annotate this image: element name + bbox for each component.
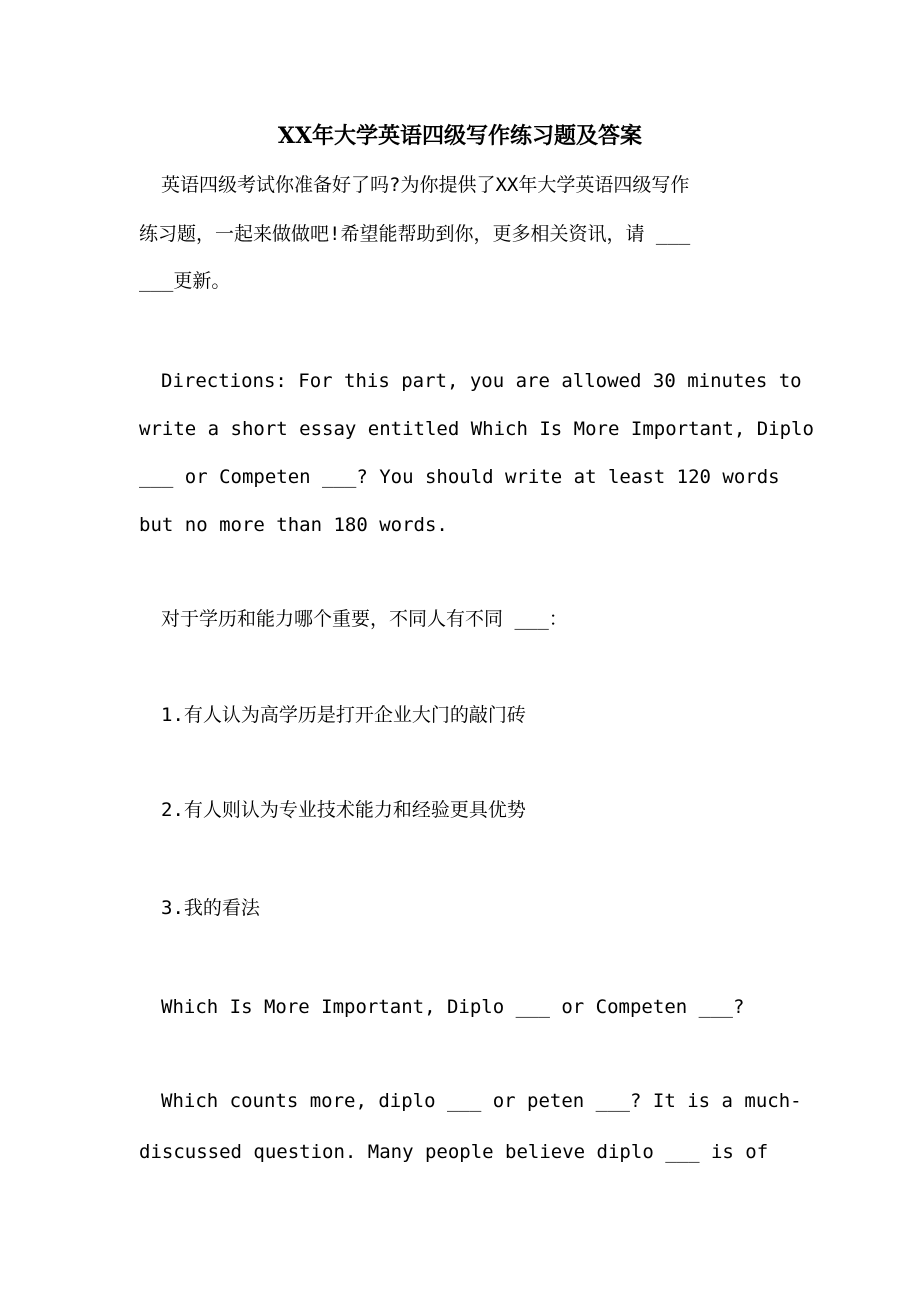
intro-line-3: ___更新。 bbox=[139, 270, 231, 292]
intro-line-2: 练习题，一起来做做吧!希望能帮助到你，更多相关资讯，请 ___ bbox=[139, 223, 691, 245]
intro-line-1: 英语四级考试你准备好了吗?为你提供了XX年大学英语四级写作 bbox=[161, 174, 690, 196]
document-title: XX年大学英语四级写作练习题及答案 bbox=[277, 123, 643, 149]
directions-line-2: write a short essay entitled Which Is More Important, Diplo bbox=[139, 418, 814, 440]
outline-point-2: 2.有人则认为专业技术能力和经验更具优势 bbox=[161, 799, 526, 821]
essay-line-2: discussed question. Many people believe diplo ___ is of bbox=[139, 1141, 769, 1163]
directions-line-3: ___ or Competen ___? You should write at least 120 words bbox=[139, 466, 780, 488]
directions-line-4: but no more than 180 words. bbox=[139, 514, 448, 536]
essay-title: Which Is More Important, Diplo ___ or Competen ___? bbox=[161, 996, 745, 1018]
essay-line-1: Which counts more, diplo ___ or peten ___? It is a much- bbox=[161, 1090, 802, 1112]
outline-point-1: 1.有人认为高学历是打开企业大门的敲门砖 bbox=[161, 704, 526, 726]
outline-lead: 对于学历和能力哪个重要，不同人有不同 ___： bbox=[161, 608, 568, 630]
outline-point-3: 3.我的看法 bbox=[161, 897, 260, 919]
directions-line-1: Directions: For this part, you are allowed 30 minutes to bbox=[161, 370, 802, 392]
